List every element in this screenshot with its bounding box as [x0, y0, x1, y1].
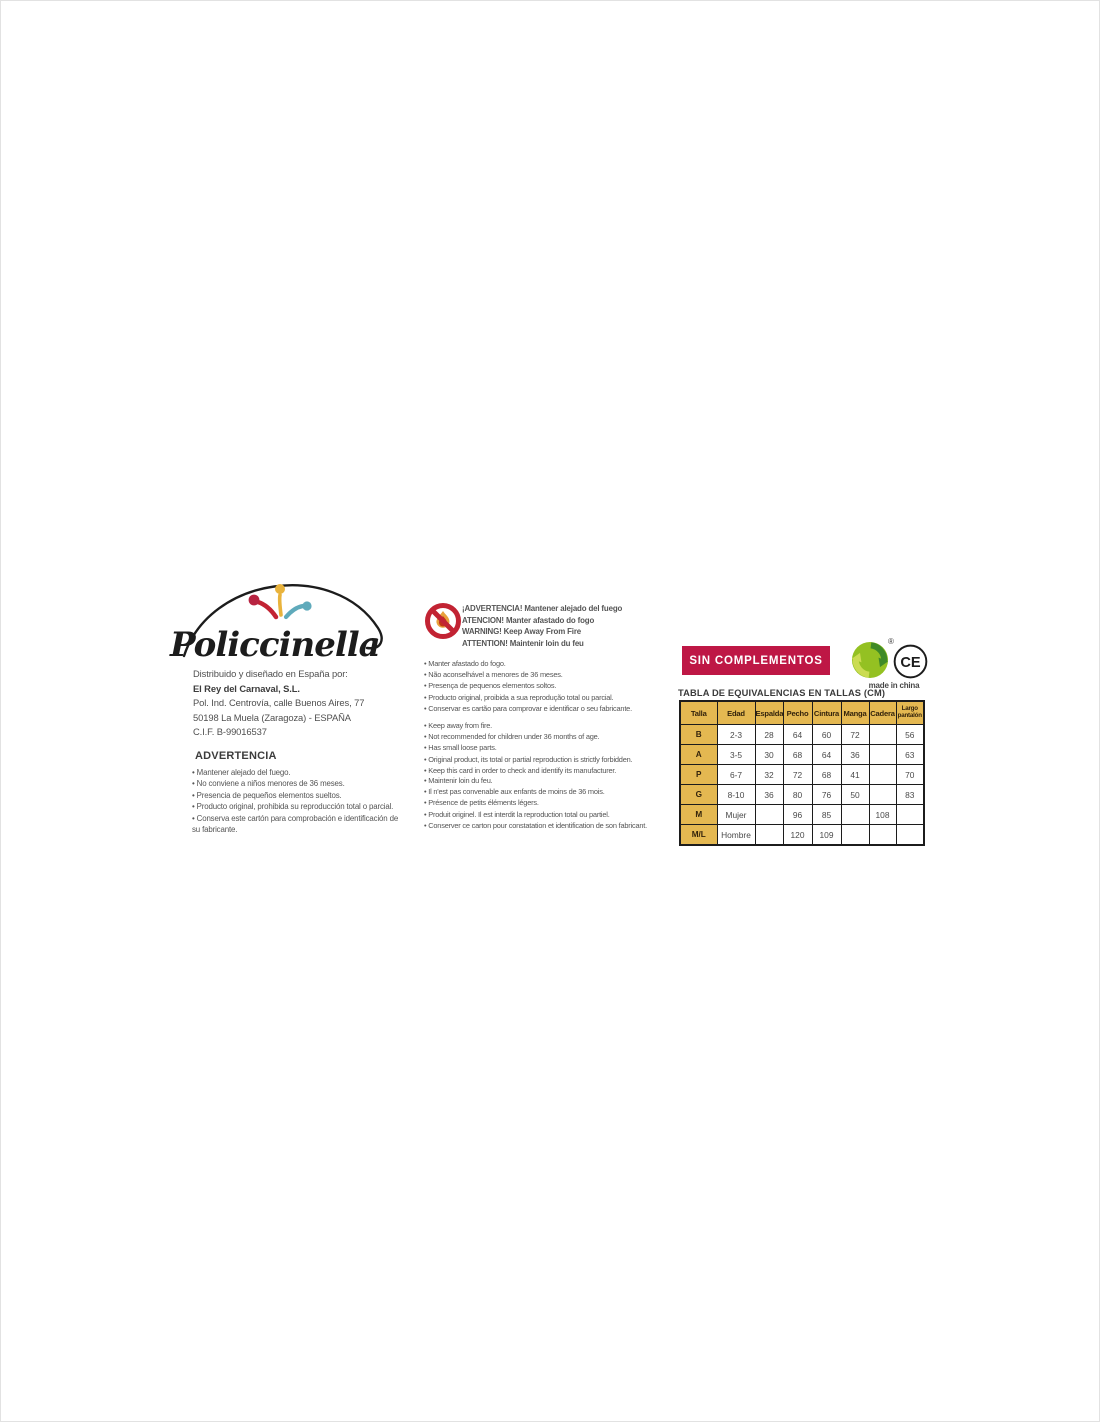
- table-cell: [755, 805, 783, 825]
- warning-list-en: [424, 720, 652, 776]
- list-item: • Maintenir loin du feu.: [424, 775, 652, 786]
- size-label: B: [680, 725, 717, 745]
- distributor-address2: 50198 La Muela (Zaragoza) - ESPAÑA: [193, 711, 351, 723]
- list-item: • Producto original, prohibida su reproducción total o parcial.: [192, 801, 404, 812]
- fire-warning-line-en: WARNING! Keep Away From Fire: [462, 627, 582, 637]
- table-cell: 41: [841, 765, 869, 785]
- table-cell: 96: [783, 805, 812, 825]
- table-cell: [896, 825, 924, 846]
- list-item: • Manter afastado do fogo.: [424, 658, 652, 669]
- distributor-company: El Rey del Carnaval, S.L.: [193, 682, 300, 694]
- list-item: • Présence de petits éléments légers.: [424, 797, 652, 808]
- table-row: [680, 785, 924, 805]
- list-item: • Presença de pequenos elementos soltos.: [424, 680, 652, 691]
- table-cell: [869, 825, 896, 846]
- fire-warning-line-pt: ATENCION! Manter afastado do fogo: [462, 615, 595, 625]
- list-item: • Keep this card in order to check and identify its manufacturer.: [424, 765, 652, 776]
- distributor-block: [193, 667, 413, 740]
- table-cell: 85: [812, 805, 841, 825]
- table-row: [680, 825, 924, 846]
- no-fire-icon: [424, 602, 462, 640]
- fire-warning-title: [462, 603, 662, 649]
- list-item: • Não aconselhável a menores de 36 meses.: [424, 669, 652, 680]
- list-item: • Produit originel. Il est interdit la reproduction total ou partiel.: [424, 809, 652, 820]
- table-cell: 30: [755, 745, 783, 765]
- green-dot-recycling-icon: [851, 641, 889, 679]
- table-cell: 68: [783, 745, 812, 765]
- table-cell: 2-3: [717, 725, 755, 745]
- table-cell: 64: [783, 725, 812, 745]
- table-cell: 70: [896, 765, 924, 785]
- table-cell: 3-5: [717, 745, 755, 765]
- list-item: • Mantener alejado del fuego.: [192, 767, 404, 778]
- registered-trademark-symbol: ®: [888, 637, 894, 646]
- table-cell: 120: [783, 825, 812, 846]
- table-cell: 63: [896, 745, 924, 765]
- ce-mark-icon: [893, 644, 928, 679]
- advertencia-title: ADVERTENCIA: [195, 750, 277, 762]
- list-item: • Has small loose parts.: [424, 742, 652, 753]
- list-item: • Not recommended for children under 36 months of age.: [424, 731, 652, 742]
- table-cell: 72: [783, 765, 812, 785]
- col-header-espalda: Espalda: [755, 701, 783, 725]
- list-item: • Conserva este cartón para comprobación e identificación de su fabricante.: [192, 813, 404, 836]
- table-cell: 8-10: [717, 785, 755, 805]
- table-cell: Hombre: [717, 825, 755, 846]
- distributor-cif: C.I.F. B-99016537: [193, 726, 267, 737]
- distributor-address1: Pol. Ind. Centrovía, calle Buenos Aires, 77: [193, 697, 365, 708]
- table-cell: 56: [896, 725, 924, 745]
- table-cell: 83: [896, 785, 924, 805]
- table-cell: 80: [783, 785, 812, 805]
- table-cell: [896, 805, 924, 825]
- table-cell: 36: [841, 745, 869, 765]
- table-cell: 76: [812, 785, 841, 805]
- table-cell: 109: [812, 825, 841, 846]
- made-in-label: made in china: [868, 681, 920, 690]
- distributor-intro: Distribuido y diseñado en España por:: [193, 668, 348, 679]
- list-item: • No conviene a niños menores de 36 meses.: [192, 778, 404, 789]
- list-item: • Keep away from fire.: [424, 720, 652, 731]
- table-cell: [869, 765, 896, 785]
- table-cell: 6-7: [717, 765, 755, 785]
- brand-name: Policcinella: [170, 625, 380, 665]
- table-cell: 64: [812, 745, 841, 765]
- table-cell: [869, 745, 896, 765]
- table-cell: 32: [755, 765, 783, 785]
- list-item: • Conservar es cartão para comprovar e identificar o seu fabricante.: [424, 703, 652, 714]
- brand-logo: [158, 560, 393, 665]
- list-item: • Producto original, proibida a sua reprodução total ou parcial.: [424, 692, 652, 703]
- table-cell: 68: [812, 765, 841, 785]
- ce-mark-letters: CE: [900, 654, 921, 671]
- warning-list-pt: [424, 658, 652, 714]
- table-cell: 50: [841, 785, 869, 805]
- list-item: • Original product, its total or partial reproduction is strictly forbidden.: [424, 754, 652, 765]
- table-header-row: [680, 701, 924, 725]
- advertencia-list: [192, 767, 404, 835]
- size-table-title: TABLA DE EQUIVALENCIAS EN TALLAS (CM): [678, 688, 886, 698]
- table-cell: 60: [812, 725, 841, 745]
- warning-list-fr: [424, 775, 652, 831]
- table-cell: [841, 805, 869, 825]
- table-cell: [841, 825, 869, 846]
- col-header-edad: Edad: [717, 701, 755, 725]
- table-cell: 36: [755, 785, 783, 805]
- table-cell: 108: [869, 805, 896, 825]
- table-row: [680, 725, 924, 745]
- table-row: [680, 765, 924, 785]
- size-table: [679, 700, 925, 846]
- table-row: [680, 805, 924, 825]
- size-label: M/L: [680, 825, 717, 846]
- size-label: P: [680, 765, 717, 785]
- table-cell: 72: [841, 725, 869, 745]
- fire-warning-line-es: ¡ADVERTENCIA! Mantener alejado del fuego: [462, 604, 623, 613]
- list-item: • Conserver ce carton pour constatation et identification de son fabricant.: [424, 820, 652, 831]
- size-label: G: [680, 785, 717, 805]
- table-cell: [869, 725, 896, 745]
- fire-warning-line-fr: ATTENTION! Maintenir loin du feu: [462, 638, 584, 648]
- list-item: • Presencia de pequeños elementos sueltos.: [192, 790, 404, 801]
- col-header-cintura: Cintura: [812, 701, 841, 725]
- table-cell: 28: [755, 725, 783, 745]
- table-row: [680, 745, 924, 765]
- col-header-largo: Largo pantalón: [896, 701, 924, 725]
- col-header-manga: Manga: [841, 701, 869, 725]
- size-label: M: [680, 805, 717, 825]
- table-cell: [755, 825, 783, 846]
- col-header-cadera: Cadera: [869, 701, 896, 725]
- col-header-talla: Talla: [680, 701, 717, 725]
- list-item: • Il n'est pas convenable aux enfants de moins de 36 mois.: [424, 786, 652, 797]
- size-label: A: [680, 745, 717, 765]
- col-header-pecho: Pecho: [783, 701, 812, 725]
- table-cell: Mujer: [717, 805, 755, 825]
- sin-complementos-banner: SIN COMPLEMENTOS: [682, 646, 830, 675]
- table-cell: [869, 785, 896, 805]
